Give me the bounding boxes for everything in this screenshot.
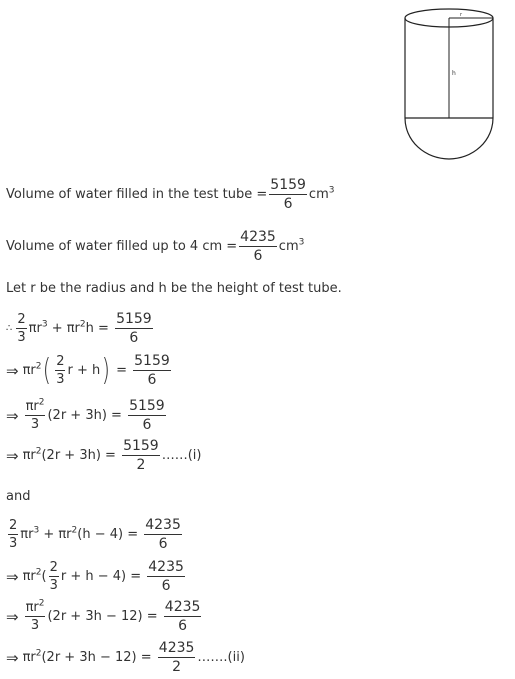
eq8-rhs: $\frac{4235}{2}$ [158, 640, 195, 675]
volume-total-unit: $cm^3$ [308, 185, 335, 202]
and-text: and [6, 489, 31, 504]
eq1-rhs: $\frac{5159}{6}$ [116, 311, 152, 346]
equation-8: ⇒ $\pi r^2$ (2r + 3h − 12) = $\frac{4235}{2}$ …….(ii) [6, 640, 245, 675]
equation-2: ⇒ $\pi r^2$ ( $\frac{2}{3}$ r + h ) = $\frac{5159}{6}$ [6, 352, 170, 388]
eq5-rhs: $\frac{4235}{6}$ [145, 517, 181, 552]
equation-1: ∴ $\frac{2}{3}$ $\pi r^3$ + $\pi r^2h$ = $\frac{5159}{6}$ [6, 311, 152, 346]
eq1-term2: $\pi r^2h$ [66, 319, 94, 336]
implies-arrow: ⇒ [6, 567, 19, 586]
implies-arrow: ⇒ [6, 361, 19, 380]
eq5-coef: $\frac{2}{3}$ [9, 518, 18, 551]
eq7-lhs-frac: $\frac{\pi r^2}{3}$ [25, 598, 45, 633]
volume-4cm-line [6, 230, 304, 263]
equation-4: ⇒ $\pi r^2$ (2r + 3h) = $\frac{5159}{2}$ ……(i) [6, 438, 202, 473]
tube-hemisphere [405, 118, 493, 159]
eq6-coef: $\frac{2}{3}$ [49, 560, 58, 593]
volume-total-den: 6 [283, 196, 293, 212]
equation-5: $\frac{2}{3}$ $\pi r^3$ + $\pi r^2$ (h − 4) = $\frac{4235}{6}$ [9, 517, 181, 552]
equation-tag-i: ……(i) [161, 448, 202, 463]
volume-4cm-unit: $cm^3$ [278, 237, 305, 254]
volume-total-fraction [269, 178, 307, 211]
implies-arrow: ⇒ [6, 446, 19, 465]
test-tube-figure [400, 5, 500, 163]
eq1-term1: $\pi r^3$ [28, 319, 48, 336]
volume-total-num: 5159 [270, 177, 306, 193]
equation-3: ⇒ $\frac{\pi r^2}{3}$ (2r + 3h) = $\frac{5159}{6}$ [6, 397, 165, 433]
eq4-rhs: $\frac{5159}{2}$ [123, 438, 159, 473]
volume-4cm-fraction [239, 230, 277, 263]
volume-4cm-num: 4235 [240, 229, 276, 245]
height-label: h [452, 70, 456, 77]
therefore-symbol: ∴ [6, 323, 13, 334]
volume-4cm-text: Volume of water filled up to 4 cm = [6, 239, 238, 254]
eq6-rhs: $\frac{4235}{6}$ [148, 559, 184, 594]
volume-total-text: Volume of water filled in the test tube = [6, 187, 268, 202]
eq2-coef: $\frac{2}{3}$ [56, 354, 65, 387]
eq3-rhs: $\frac{5159}{6}$ [129, 398, 165, 433]
volume-4cm-den: 6 [253, 248, 263, 264]
implies-arrow: ⇒ [6, 607, 19, 626]
eq7-rhs: $\frac{4235}{6}$ [164, 599, 201, 634]
eq2-rhs: $\frac{5159}{6}$ [134, 353, 170, 388]
implies-arrow: ⇒ [6, 648, 19, 667]
let-statement: Let r be the radius and h be the height of test tube. [6, 281, 342, 296]
radius-label: r [460, 12, 463, 18]
equation-tag-ii: …….(ii) [197, 650, 245, 665]
eq1-coef: $\frac{2}{3}$ [17, 312, 26, 345]
implies-arrow: ⇒ [6, 406, 19, 425]
volume-total-line [6, 178, 334, 211]
equation-6: ⇒ $\pi r^2$ ( $\frac{2}{3}$ r + h − 4) = $\frac{4235}{6}$ [6, 559, 184, 594]
eq3-lhs-frac: $\frac{\pi r^2}{3}$ [25, 397, 45, 432]
equation-7: ⇒ $\frac{\pi r^2}{3}$ (2r + 3h − 12) = $\frac{4235}{6}$ [6, 598, 201, 634]
